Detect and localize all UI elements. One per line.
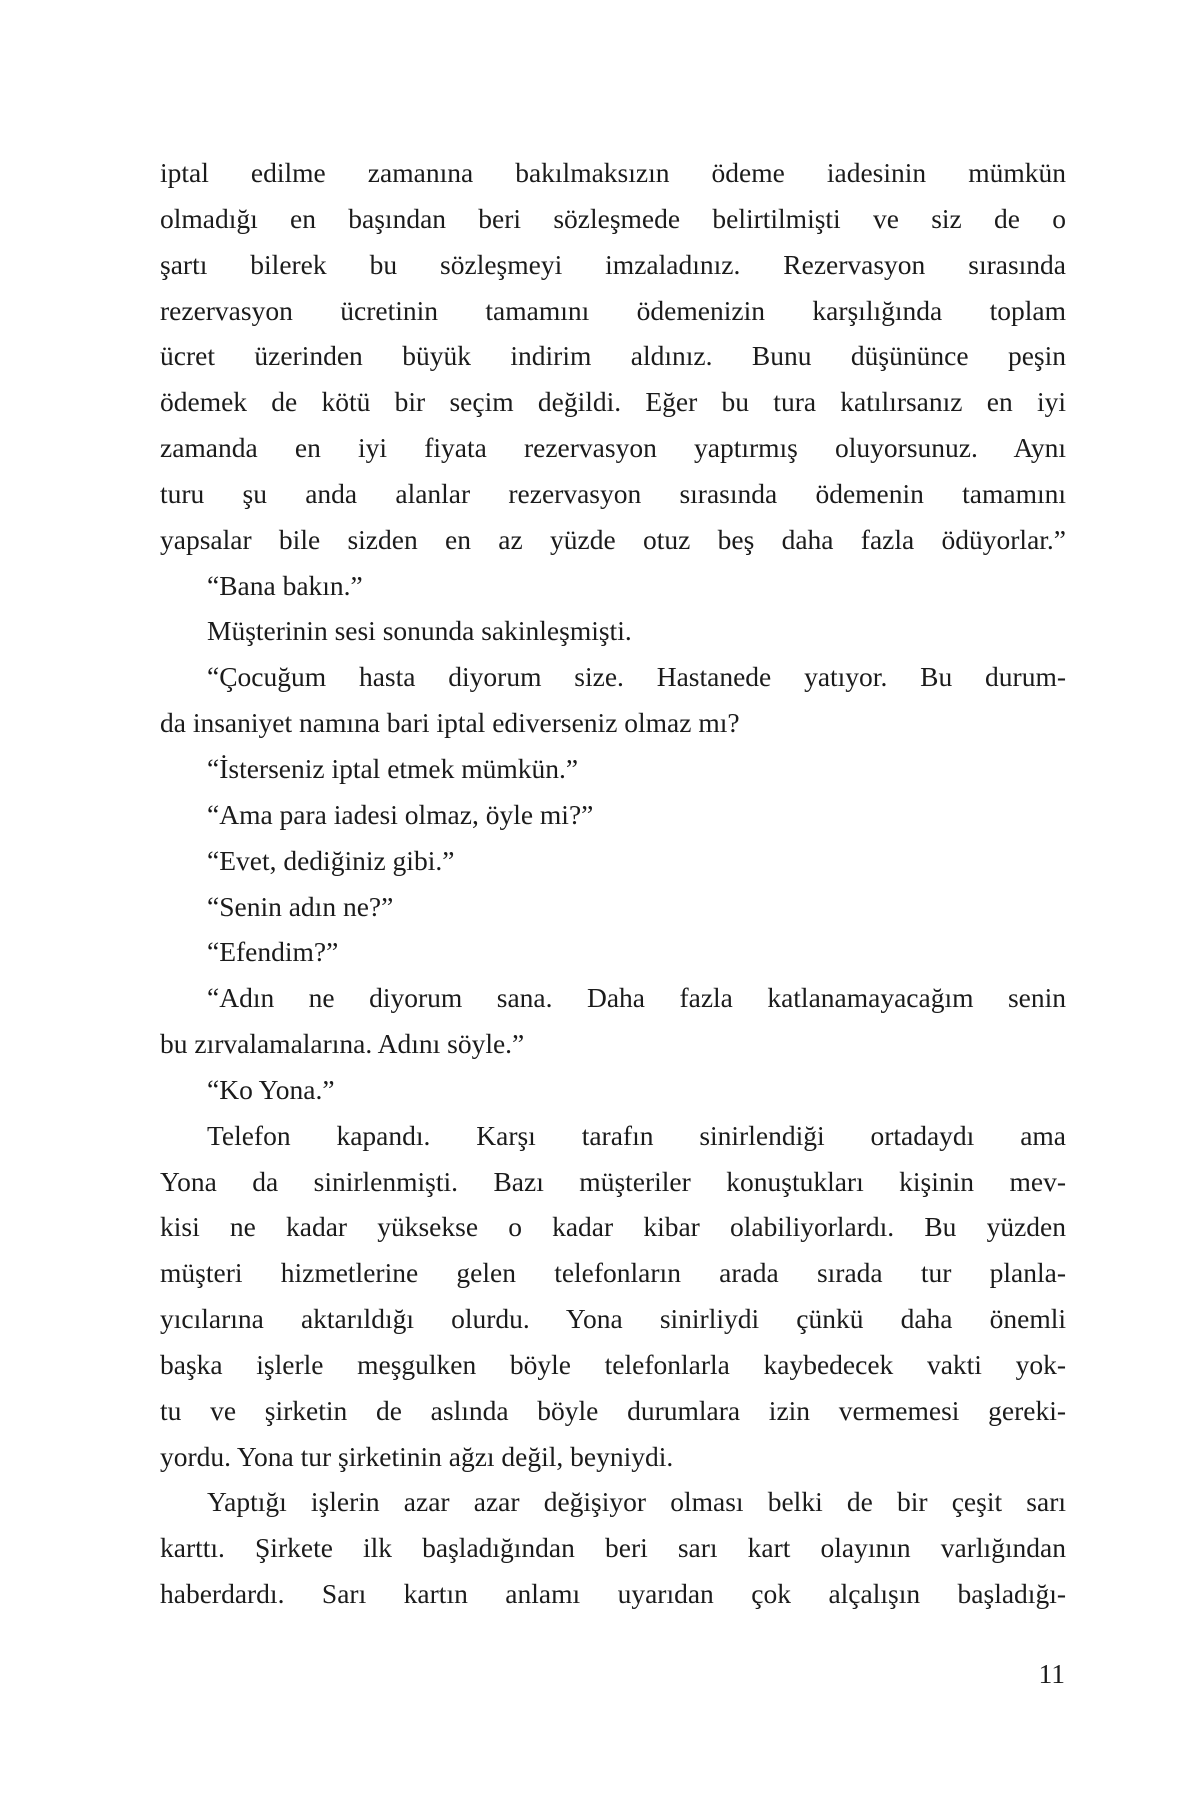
dialogue-line: bu zırvalamalarına. Adını söyle.”	[160, 1028, 525, 1060]
text-line: kisi ne kadar yüksekse o kadar kibar olabiliyorlardı. Bu yüzden	[160, 1211, 1066, 1243]
text-line: zamanda en iyi fiyata rezervasyon yaptırmış oluyorsunuz. Aynı	[160, 432, 1066, 464]
text-line: Yona da sinirlenmişti. Bazı müşteriler konuştukları kişinin mev-	[160, 1165, 1066, 1197]
text-line: başka işlerle meşgulken böyle telefonlarla kaybedecek vakti yok-	[160, 1348, 1066, 1380]
dialogue-line: da insaniyet namına bari iptal ediverseniz olmaz mı?	[160, 707, 740, 739]
dialogue-line: “İsterseniz iptal etmek mümkün.”	[207, 752, 579, 784]
text-line: haberdardı. Sarı kartın anlamı uyarıdan çok alçalışın başladığı-	[160, 1578, 1066, 1610]
body-text	[160, 150, 1066, 1617]
text-line: Yaptığı işlerin azar azar değişiyor olması belki de bir çeşit sarı	[207, 1486, 1066, 1518]
text-line: yıcılarına aktarıldığı olurdu. Yona sinirliydi çünkü daha önemli	[160, 1303, 1066, 1335]
text-line: Müşterinin sesi sonunda sakinleşmişti.	[207, 615, 632, 647]
dialogue-line: “Ko Yona.”	[207, 1073, 335, 1105]
text-line: yordu. Yona tur şirketinin ağzı değil, beyniydi.	[160, 1440, 674, 1472]
dialogue-line: “Senin adın ne?”	[207, 890, 394, 922]
dialogue-line: “Efendim?”	[207, 936, 339, 968]
text-line: ödemek de kötü bir seçim değildi. Eğer bu tura katılırsanız en iyi	[160, 386, 1066, 418]
text-line: ücret üzerinden büyük indirim aldınız. Bunu düşününce peşin	[160, 340, 1066, 372]
text-line: karttı. Şirkete ilk başladığından beri sarı kart olayının varlığından	[160, 1532, 1066, 1564]
dialogue-line: “Çocuğum hasta diyorum size. Hastanede yatıyor. Bu durum-	[207, 661, 1066, 693]
text-line: olmadığı en başından beri sözleşmede belirtilmişti ve siz de o	[160, 202, 1066, 234]
dialogue-line: “Bana bakın.”	[207, 569, 363, 601]
dialogue-line: “Ama para iadesi olmaz, öyle mi?”	[207, 798, 594, 830]
text-line: iptal edilme zamanına bakılmaksızın ödeme iadesinin mümkün	[160, 157, 1066, 188]
page-number: 11	[1038, 1658, 1065, 1689]
text-line: Telefon kapandı. Karşı tarafın sinirlendiği ortadaydı ama	[207, 1119, 1066, 1151]
dialogue-line: “Adın ne diyorum sana. Daha fazla katlanamayacağım senin	[207, 982, 1066, 1014]
text-line: tu ve şirketin de aslında böyle durumlara izin vermemesi gereki-	[160, 1394, 1066, 1426]
dialogue-line: “Evet, dediğiniz gibi.”	[207, 844, 455, 876]
text-line: müşteri hizmetlerine gelen telefonların arada sırada tur planla-	[160, 1257, 1066, 1289]
text-line: rezervasyon ücretinin tamamını ödemenizin karşılığında toplam	[160, 294, 1066, 326]
text-line: şartı bilerek bu sözleşmeyi imzaladınız. Rezervasyon sırasında	[160, 248, 1066, 280]
text-line: turu şu anda alanlar rezervasyon sırasında ödemenin tamamını	[160, 477, 1066, 509]
text-line: yapsalar bile sizden en az yüzde otuz beş daha fazla ödüyorlar.”	[160, 523, 1066, 555]
